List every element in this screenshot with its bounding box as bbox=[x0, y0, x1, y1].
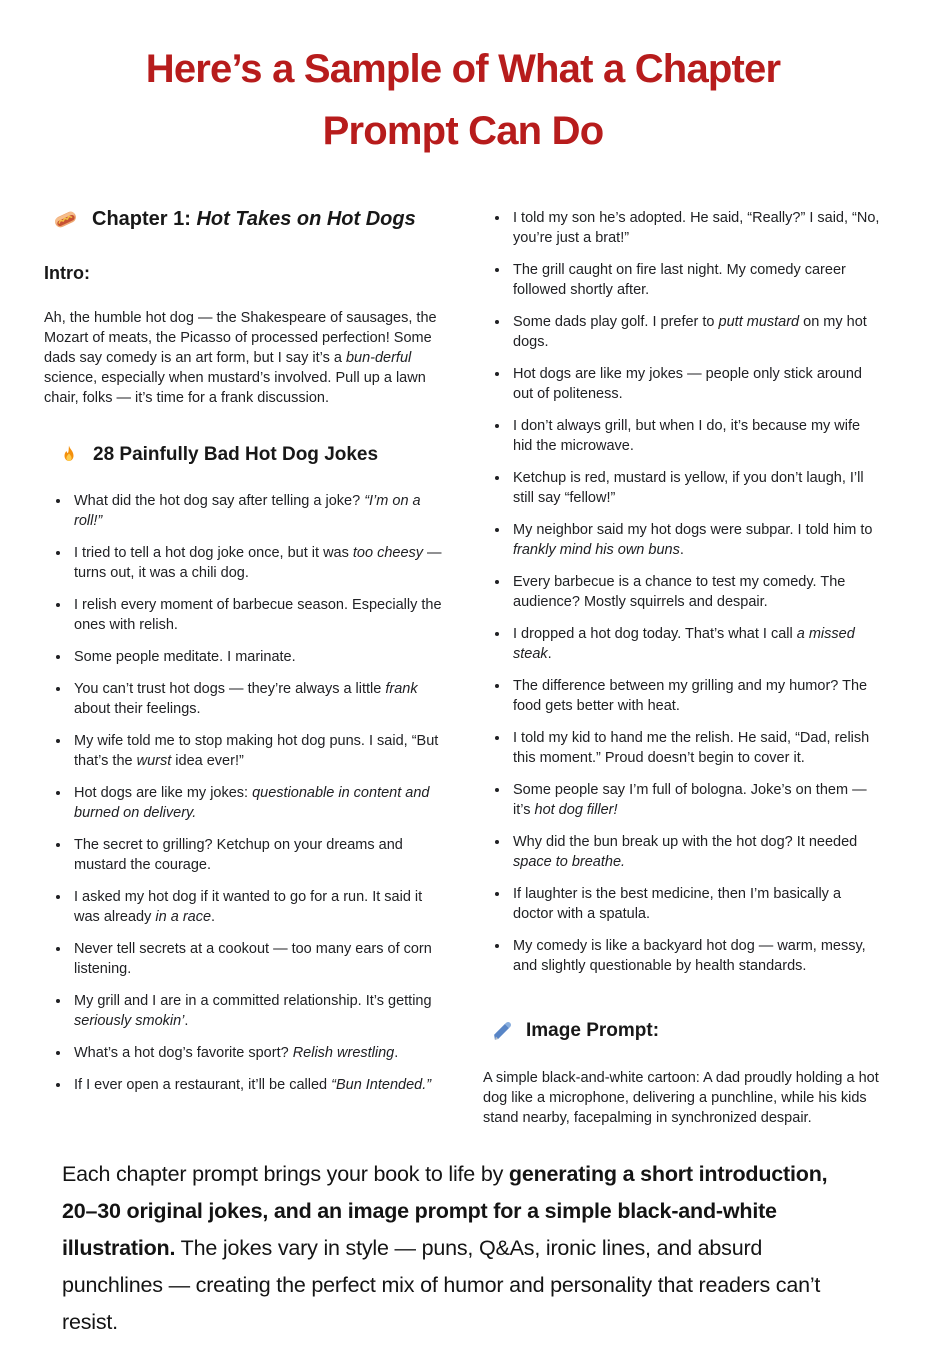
joke-item: • You can’t trust hot dogs — they’re always a little frank about their feelings. bbox=[71, 679, 443, 719]
page-title-line-2: Prompt Can Do bbox=[322, 109, 604, 153]
joke-item: • Why did the bun break up with the hot dog? It needed space to breathe. bbox=[510, 832, 882, 872]
chapter-heading-text bbox=[92, 208, 416, 231]
joke-item: • I told my kid to hand me the relish. He said, “Dad, relish this moment.” Proud doesn’t begin to cover it. bbox=[510, 728, 882, 768]
joke-item: • Hot dogs are like my jokes: questionable in content and burned on delivery. bbox=[71, 783, 443, 823]
joke-item: • What did the hot dog say after telling a joke? “I’m on a roll!” bbox=[71, 491, 443, 531]
content-columns bbox=[0, 202, 926, 1128]
joke-item: • My neighbor said my hot dogs were subpar. I told him to frankly mind his own buns. bbox=[510, 520, 882, 560]
pen-icon bbox=[491, 1020, 513, 1042]
joke-item: • I asked my hot dog if it wanted to go for a run. It said it was already in a race. bbox=[71, 887, 443, 927]
joke-item: • If laughter is the best medicine, then I’m basically a doctor with a spatula. bbox=[510, 884, 882, 924]
joke-item: • My wife told me to stop making hot dog puns. I said, “But that’s the wurst idea ever!” bbox=[71, 731, 443, 771]
image-prompt-heading bbox=[483, 1020, 882, 1042]
joke-item: • Some people say I’m full of bologna. Joke’s on them — it’s hot dog filler! bbox=[510, 780, 882, 820]
joke-item: • Every barbecue is a chance to test my comedy. The audience? Mostly squirrels and despair. bbox=[510, 572, 882, 612]
intro-paragraph: Ah, the humble hot dog — the Shakespeare of sausages, the Mozart of meats, the Picasso of processed perfection! Some dads say comedy is an art form, but I say it’s a bun-derful science, especially when mustard’s involved. Pull up a lawn chair, folks — it’s time for a frank discussion. bbox=[44, 310, 437, 406]
page-title-line-1: Here’s a Sample of What a Chapter bbox=[145, 47, 781, 91]
jokes-list-left bbox=[44, 491, 443, 1095]
chapter-heading-prefix: Chapter 1: bbox=[92, 208, 197, 230]
joke-item: • Ketchup is red, mustard is yellow, if you don’t laugh, I’ll still say “fellow!” bbox=[510, 468, 882, 508]
joke-item: • Never tell secrets at a cookout — too many ears of corn listening. bbox=[71, 939, 443, 979]
joke-item: • Some dads play golf. I prefer to putt mustard on my hot dogs. bbox=[510, 312, 882, 352]
joke-item: • I relish every moment of barbecue season. Especially the ones with relish. bbox=[71, 595, 443, 635]
joke-item: • I told my son he’s adopted. He said, “Really?” I said, “No, you’re just a brat!” bbox=[510, 208, 882, 248]
joke-item: • Hot dogs are like my jokes — people only stick around out of politeness. bbox=[510, 364, 882, 404]
chapter-heading bbox=[44, 206, 443, 233]
joke-item: • The grill caught on fire last night. My comedy career followed shortly after. bbox=[510, 260, 882, 300]
jokes-list-right bbox=[483, 208, 882, 976]
joke-item: • If I ever open a restaurant, it’ll be called “Bun Intended.” bbox=[71, 1075, 443, 1095]
joke-item: • What’s a hot dog’s favorite sport? Relish wrestling. bbox=[71, 1043, 443, 1063]
joke-item: • My grill and I are in a committed relationship. It’s getting seriously smokin’. bbox=[71, 991, 443, 1031]
flame-icon bbox=[58, 444, 80, 466]
page-title bbox=[50, 38, 876, 162]
joke-item: • Some people meditate. I marinate. bbox=[71, 647, 443, 667]
image-prompt-paragraph: A simple black-and-white cartoon: A dad proudly holding a hot dog like a microphone, delivering a punchline, while his kids stand nearby, facepalming in synchronized despair. bbox=[483, 1070, 879, 1126]
intro-label: Intro: bbox=[44, 263, 90, 283]
joke-item: • I don’t always grill, but when I do, it’s because my wife hid the microwave. bbox=[510, 416, 882, 456]
jokes-heading-text: 28 Painfully Bad Hot Dog Jokes bbox=[93, 444, 379, 465]
joke-item: • My comedy is like a backyard hot dog — warm, messy, and slightly questionable by health standards. bbox=[510, 936, 882, 976]
joke-item: • I dropped a hot dog today. That’s what I call a missed steak. bbox=[510, 624, 882, 664]
joke-item: • The difference between my grilling and my humor? The food gets better with heat. bbox=[510, 676, 882, 716]
jokes-heading bbox=[44, 444, 443, 466]
chapter-heading-title: Hot Takes on Hot Dogs bbox=[196, 208, 416, 230]
right-column bbox=[483, 202, 882, 1128]
left-column bbox=[44, 202, 443, 1128]
footer-summary-paragraph: Each chapter prompt brings your book to life by generating a short introduction, 20–30 original jokes, and an image prompt for a simple black-and-white illustration. The jokes vary in style — puns, Q&As, ironic lines, and absurd punchlines — creating the perfect mix of humor and personality that readers can’t resist. bbox=[62, 1162, 828, 1334]
hotdog-icon bbox=[52, 206, 79, 233]
image-prompt-heading-text: Image Prompt: bbox=[526, 1020, 660, 1041]
joke-item: • I tried to tell a hot dog joke once, but it was too cheesy — turns out, it was a chili dog. bbox=[71, 543, 443, 583]
joke-item: • The secret to grilling? Ketchup on your dreams and mustard the courage. bbox=[71, 835, 443, 875]
